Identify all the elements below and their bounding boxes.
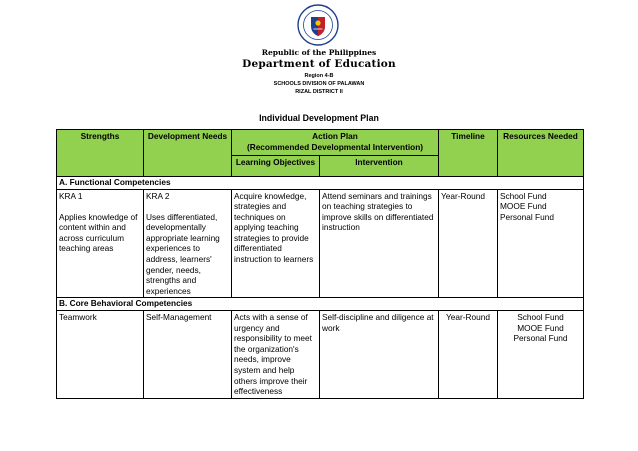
resource-item: School Fund [500,190,547,201]
deped-seal-logo [297,4,339,46]
resource-item: Personal Fund [513,333,568,344]
strength-cell: Teamwork [57,310,144,398]
region-label: Region 4-B [304,73,334,79]
resource-item: Personal Fund [500,211,554,222]
republic-label: Republic of the Philippines [261,48,377,57]
header-action-plan [232,130,439,156]
section-title: A. Functional Competencies [57,177,584,190]
resource-item: School Fund [517,311,564,322]
header-learning-objectives: Learning Objectives [232,156,320,177]
header-timeline: Timeline [439,130,498,177]
intervention-cell: Attend seminars and trainings on teaching strategies to improve skills on differentiated instruction [320,189,439,298]
table-row [57,310,584,398]
header-development-needs: Development Needs [144,130,232,177]
resources-cell [498,310,584,398]
resource-item: MOOE Fund [517,322,564,333]
objectives-cell: Acquire knowledge, strategies and techniques on applying teaching strategies to provide differentiated instruction to learners [232,189,320,298]
need-text: Uses differentiated, developmentally appropriate learning experiences to address, learners' gender, needs, strengths and experiences [146,211,220,296]
header-resources: Resources Needed [498,130,584,177]
need-cell [144,189,232,298]
table-row [57,189,584,298]
header-strengths: Strengths [57,130,144,177]
header-intervention: Intervention [320,156,439,177]
department-name: Department of Education [242,58,396,70]
resource-item: MOOE Fund [500,201,547,212]
objectives-cell: Acts with a sense of urgency and responsibility to meet the organization's needs, improve system and help others improve their effectiveness [232,310,320,398]
timeline-cell: Year-Round [439,310,498,398]
intervention-cell: Self-discipline and diligence at work [320,310,439,398]
header-action-plan-subtitle: (Recommended Developmental Intervention) [246,141,424,152]
development-plan-table [56,129,584,399]
need-code: KRA 2 [146,190,170,201]
need-cell: Self-Management [144,310,232,398]
section-title: B. Core Behavioral Competencies [57,298,584,311]
division-label: SCHOOLS DIVISION OF PALAWAN [273,81,365,87]
header-action-plan-title: Action Plan [312,131,358,141]
strength-cell [57,189,144,298]
strength-text: Applies knowledge of content within and across curriculum teaching areas [59,211,138,254]
resources-cell [498,189,584,298]
document-title: Individual Development Plan [259,113,379,123]
district-label: RIZAL DISTRICT II [295,89,343,95]
strength-code: KRA 1 [59,190,83,201]
timeline-cell: Year-Round [439,189,498,298]
